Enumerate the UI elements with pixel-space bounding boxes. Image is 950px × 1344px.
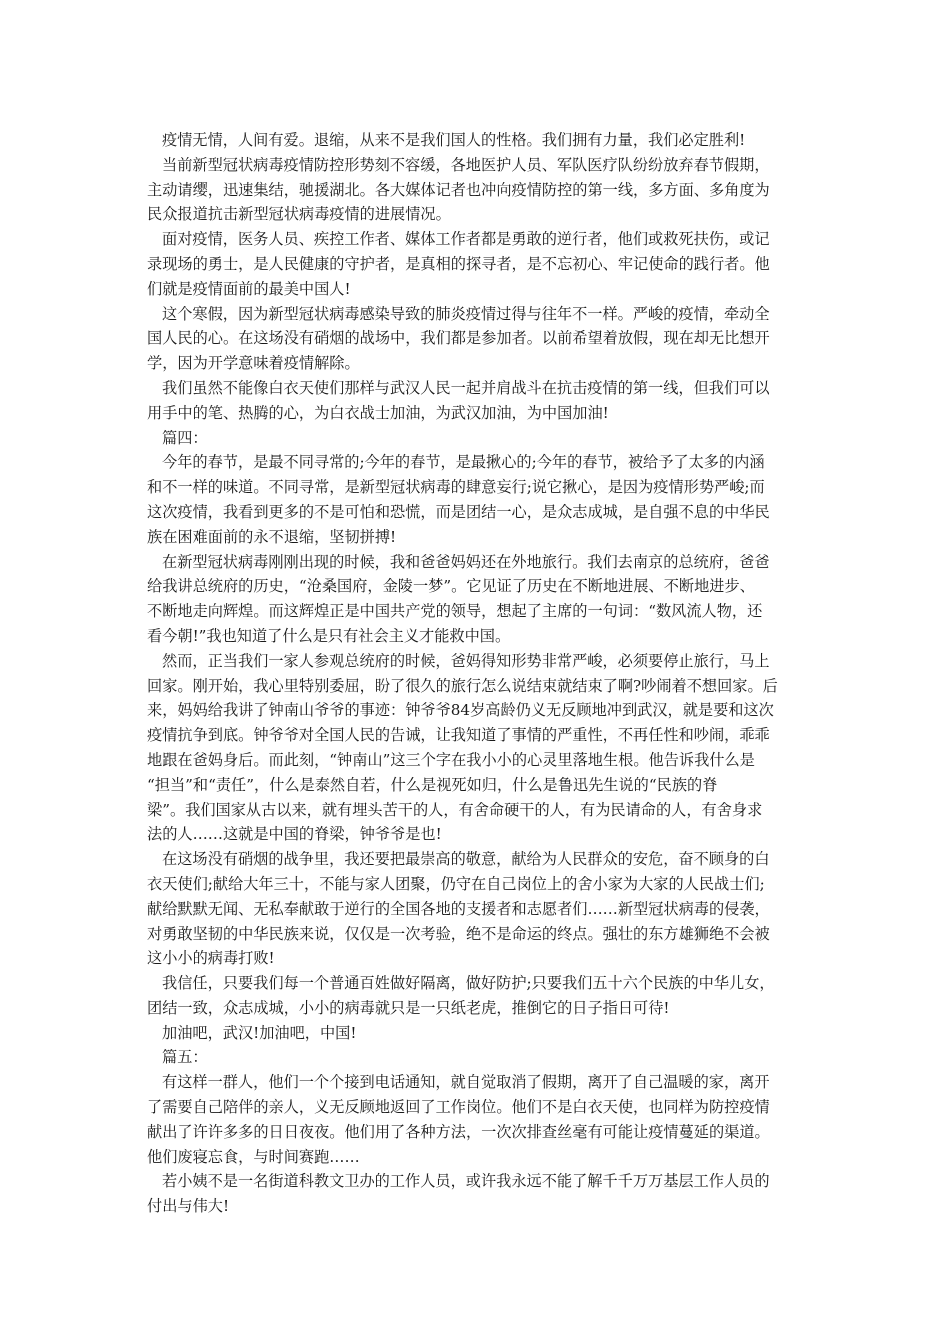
document-body — [147, 128, 811, 1219]
paragraph: 若小姨不是一名街道科教文卫办的工作人员，或许我永远不能了解千千万万基层工作人员的 付出与伟大! — [147, 1172, 770, 1216]
paragraph: 这个寒假，因为新型冠状病毒感染导致的肺炎疫情过得与往年不一样。严峻的疫情，牵动全 国人民的心。在这场没有硝烟的战场中，我们都是参加者。以前希望着放假，现在却无比想开 学，因为开学意味着疫情解除。 — [147, 304, 770, 373]
paragraph: 加油吧，武汉!加油吧，中国! — [162, 1023, 357, 1042]
paragraph: 在新型冠状病毒刚刚出现的时候，我和爸爸妈妈还在外地旅行。我们去南京的总统府，爸爸 给我讲总统府的历史，“沧桑国府，金陵一梦”。它见证了历史在不断地进展、不断地进步、 不断地走向辉煌。而这辉煌正是中国共产党的领导，想起了主席的一句词：“数风流人物，还 看今朝!”我也知道了什么是只有社会主义才能救中国。 — [147, 552, 770, 645]
paragraph: 我信任，只要我们每一个普通百姓做好隔离，做好防护;只要我们五十六个民族的中华儿女， 团结一致，众志成城，小小的病毒就只是一只纸老虎，推倒它的日子指日可待! — [147, 974, 775, 1017]
paragraph: 在这场没有硝烟的战争里，我还要把最崇高的敬意，献给为人民群众的安危，奋不顾身的白 衣天使们;献给大年三十，不能与家人团聚，仍守在自己岗位上的舍小家为大家的人民战士们; 献给默默无闻、无私奉献敢于逆行的全国各地的支援者和志愿者们……新型冠状病毒的侵袭， 对勇敢坚韧的中华民族来说，仅仅是一次考验，绝不是命运的终点。强壮的东方雄狮绝不会被 这小小的病毒打败! — [147, 850, 770, 968]
section-heading: 篇五： — [162, 1048, 208, 1067]
section-heading: 篇四： — [162, 428, 208, 447]
paragraph: 面对疫情，医务人员、疾控工作者、媒体工作者都是勇敢的逆行者，他们或救死扶伤，或记 录现场的勇士，是人民健康的守护者，是真相的探寻者，是不忘初心、牢记使命的践行者。他 们就是疫情面前的最美中国人! — [147, 230, 770, 298]
paragraph: 然而，正当我们一家人参观总统府的时候，爸妈得知形势非常严峻，必须要停止旅行，马上 回家。刚开始，我心里特别委屈，盼了很久的旅行怎么说结束就结束了啊?吵闹着不想回家。后 来，妈妈给我讲了钟南山爷爷的事迹：钟爷爷84岁高龄仍义无反顾地冲到武汉，就是要和这次 疫情抗争到底。钟爷爷对全国人民的告诫，让我知道了事情的严重性，不再任性和吵闹，乖乖 地跟在爸妈身后。而此刻，“钟南山”这三个字在我小小的心灵里落地生根。他告诉我什么是 “担当”和“责任”，什么是泰然自若，什么是视死如归，什么是鲁迅先生说的“民族的脊 梁”。我们国家从古以来，就有埋头苦干的人，有舍命硬干的人，有为民请命的人，有舍身求 法的人……这就是中国的脊梁，钟爷爷是也! — [147, 651, 778, 844]
paragraph: 疫情无情，人间有爱。退缩，从来不是我们国人的性格。我们拥有力量，我们必定胜利! — [162, 131, 746, 149]
paragraph: 有这样一群人，他们一个个接到电话通知，就自觉取消了假期，离开了自己温暖的家，离开 了需要自己陪伴的亲人，义无反顾地返回了工作岗位。他们不是白衣天使，也同样为防控疫情 献出了许许多多的日日夜夜。他们用了各种方法，一次次排查丝毫有可能让疫情蔓延的渠道。 他们废寝忘食，与时间赛跑…… — [147, 1073, 770, 1166]
paragraph: 我们虽然不能像白衣天使们那样与武汉人民一起并肩战斗在抗击疫情的第一线，但我们可以 用手中的笔、热腾的心，为白衣战士加油，为武汉加油，为中国加油! — [147, 378, 770, 422]
paragraph: 今年的春节，是最不同寻常的;今年的春节，是最揪心的;今年的春节，被给予了太多的内涵 和不一样的味道。不同寻常，是新型冠状病毒的肆意妄行;说它揪心，是因为疫情形势严峻;而 这次疫情，我看到更多的不是可怕和恐慌，而是团结一心，是众志成城，是自强不息的中华民 族在困难面前的永不退缩，坚韧拼搏! — [147, 453, 770, 546]
paragraph: 当前新型冠状病毒疫情防控形势刻不容缓，各地医护人员、军队医疗队纷纷放弃春节假期， 主动请缨，迅速集结，驰援湖北。各大媒体记者也冲向疫情防控的第一线，多方面、多角度为 民众报道抗击新型冠状病毒疫情的进展情况。 — [147, 155, 770, 224]
